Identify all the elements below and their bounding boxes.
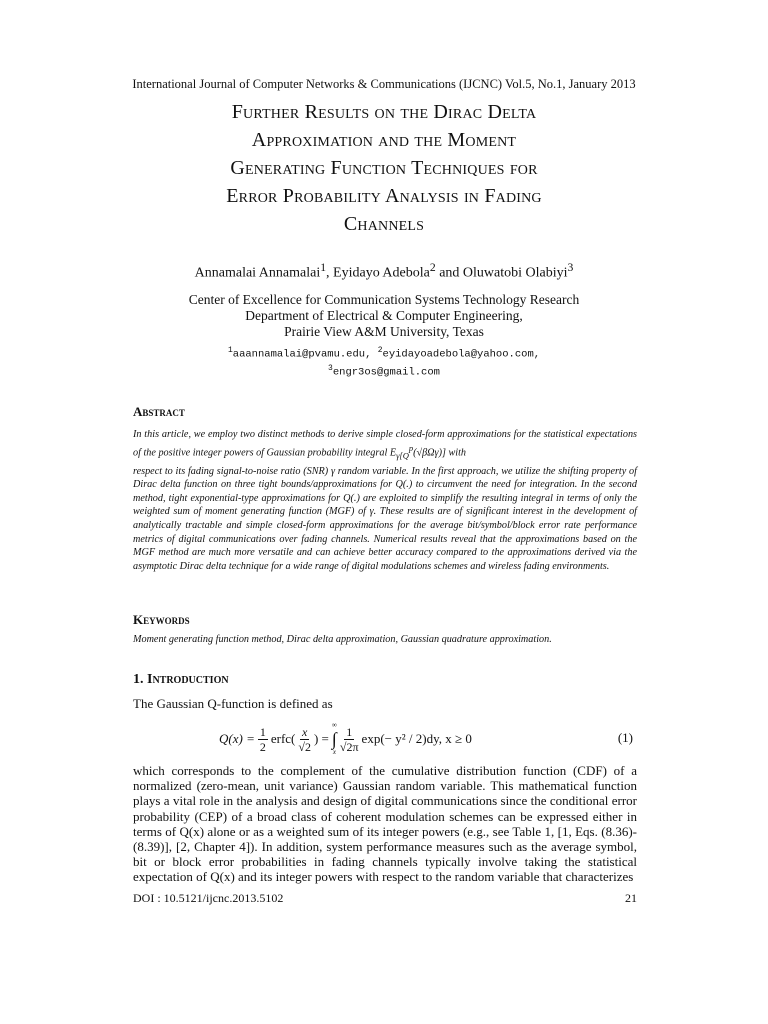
eq-lhs: Q(x) = bbox=[219, 731, 255, 746]
author-name: Eyidayo Adebola bbox=[333, 265, 430, 281]
section-number: 1. bbox=[133, 672, 147, 687]
title-line: Generating Function Techniques for bbox=[230, 157, 538, 179]
author-name: Annamalai Annamalai bbox=[194, 265, 321, 281]
equation-number: (1) bbox=[617, 730, 633, 745]
email-link[interactable]: eyidayoadebola@yahoo.com, bbox=[382, 348, 541, 361]
introduction-heading bbox=[133, 672, 229, 688]
affiliation bbox=[0, 292, 768, 340]
author-name: Oluwatobi Olabiyi bbox=[462, 265, 568, 281]
keywords-text: Moment generating function method, Dirac delta approximation, Gaussian quadrature approximation. bbox=[133, 634, 552, 645]
author-sup: 2 bbox=[429, 261, 436, 274]
author-list bbox=[0, 261, 768, 282]
abstract-line: In this article, we employ two distinct methods to derive simple closed-form approximations for the statistical expectations of the positive integer powers of Gaussian probability integral E bbox=[133, 429, 637, 458]
integral-icon: ∫ bbox=[331, 729, 337, 749]
equation-body bbox=[219, 718, 472, 760]
email-sup: 2 bbox=[377, 346, 383, 355]
author-sup: 1 bbox=[320, 261, 327, 274]
page-footer bbox=[133, 891, 637, 906]
abstract-body: respect to its fading signal-to-noise ratio (SNR) γ random variable. In the first approach, we utilize the shifting property of Dirac delta function on three tight bounds/approximations for Q(.) to circumvent the need for integration. In the second method, tight exponential-type approximations for Q(.) are exploited to simplify the resulting integral in terms of only the weighted sum of moment generating function (MGF) of γ. These results are of significant interest in the development of analytically tractable and simple closed-form approximations for the average bit/symbol/block error rate performance metrics of digital communications over fading channels. Numerical results reveal that the approximations based on the MGF method are much more versatile and can achieve better accuracy compared to the approximations derived via the asymptotic Dirac delta technique for a wide range of digital modulations schemes and wireless fading environments. bbox=[133, 465, 637, 572]
eq-fraction bbox=[258, 725, 268, 754]
keywords-heading: Keywords bbox=[133, 612, 190, 627]
author-emails bbox=[0, 344, 768, 379]
journal-header: International Journal of Computer Networks & Communications (IJCNC) Vol.5, No.1, January 2013 bbox=[132, 77, 636, 91]
equation-1 bbox=[133, 718, 637, 760]
eq-rest: exp(− y² / 2)dy, x ≥ 0 bbox=[361, 731, 472, 746]
eq-fraction bbox=[298, 725, 311, 754]
affiliation-line: Prairie View A&M University, Texas bbox=[284, 324, 484, 339]
author-sup: 3 bbox=[567, 261, 574, 274]
abstract-math: p bbox=[408, 442, 414, 453]
page-number: 21 bbox=[625, 891, 637, 905]
eq-denominator: √2 bbox=[298, 739, 311, 754]
abstract-text bbox=[133, 428, 637, 573]
abstract-math: (√βΩγ)] with bbox=[413, 446, 467, 458]
eq-erfc: erfc( bbox=[270, 731, 296, 746]
eq-close: ) = bbox=[313, 731, 329, 746]
eq-int-upper: ∞ bbox=[331, 721, 337, 729]
email-sup: 3 bbox=[328, 363, 333, 373]
section-title: Introduction bbox=[147, 672, 229, 687]
eq-numerator: 1 bbox=[259, 724, 266, 739]
affiliation-line: Center of Excellence for Communication Systems Technology Research bbox=[188, 292, 580, 307]
affiliation-line: Department of Electrical & Computer Engineering, bbox=[245, 308, 523, 323]
title-line: Error Probability Analysis in Fading bbox=[226, 185, 542, 207]
paper-title bbox=[130, 98, 638, 238]
intro-sentence: The Gaussian Q-function is defined as bbox=[133, 696, 333, 711]
title-line: Channels bbox=[343, 213, 425, 235]
abstract-math: γ[Q bbox=[396, 450, 409, 461]
title-line: Approximation and the Moment bbox=[251, 129, 517, 151]
eq-integral bbox=[332, 721, 337, 757]
intro-body: which corresponds to the complement of the cumulative distribution function (CDF) of a normalized (zero-mean, unit variance) Gaussian random variable. This mathematical function plays a vital role in the analysis and design of digital communications since the conditional error probability (CEP) of a broad class of coherent modulation schemes can be expressed either in terms of Q(x) alone or as a weighted sum of its integer powers (e.g., see Table 1, [1, Eqs. (8.36)-(8.39)], [2, Chapter 4]). In addition, system performance measures such as the average symbol, bit or block error probabilities in fading channels typically involve taking the statistical expectation of Q(x) and its integer powers with respect to the random variable that characterizes bbox=[133, 763, 637, 885]
author-separator: and bbox=[435, 265, 463, 281]
email-link[interactable]: engr3os@gmail.com bbox=[332, 366, 440, 378]
email-link[interactable]: aaannamalai@pvamu.edu, bbox=[232, 348, 378, 361]
eq-int-lower: x bbox=[332, 748, 336, 756]
eq-denominator: 2 bbox=[259, 739, 266, 754]
eq-numerator: x bbox=[302, 724, 308, 739]
email-sup: 1 bbox=[227, 346, 233, 355]
author-separator: , bbox=[326, 265, 334, 281]
eq-fraction bbox=[340, 725, 359, 754]
eq-denominator: √2π bbox=[339, 739, 359, 754]
title-line: Further Results on the Dirac Delta bbox=[231, 101, 537, 123]
doi-text: DOI : 10.5121/ijcnc.2013.5102 bbox=[133, 891, 284, 905]
abstract-heading: Abstract bbox=[133, 404, 185, 419]
eq-numerator: 1 bbox=[346, 724, 353, 739]
